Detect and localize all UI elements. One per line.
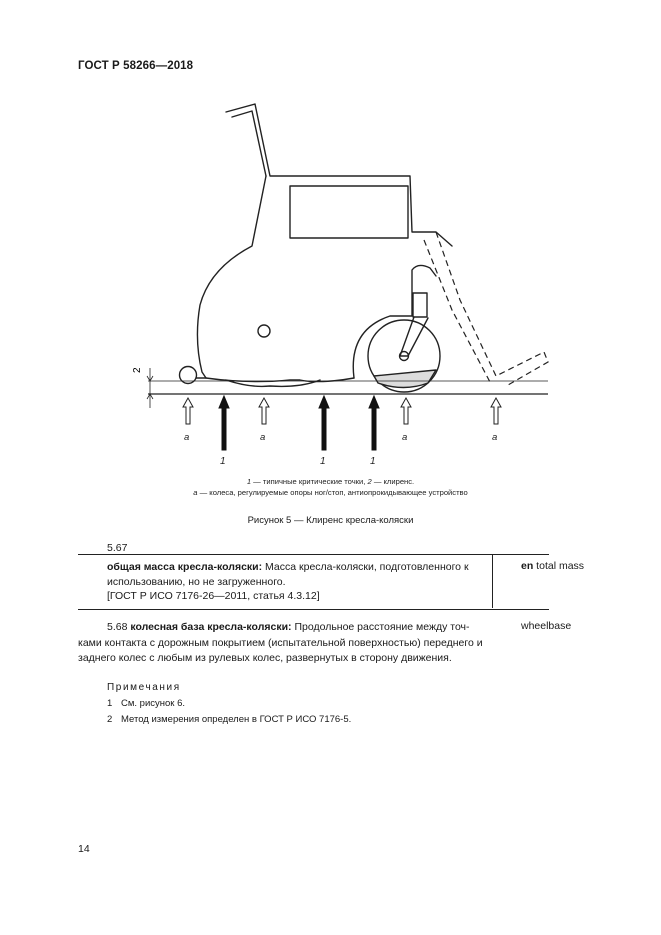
note-1: 1 См. рисунок 6.	[107, 698, 186, 709]
armrest-panel	[290, 186, 408, 238]
term-567-column-divider	[492, 554, 493, 608]
arrow-label-1-2: 1	[320, 456, 326, 467]
term-567-number: 5.67	[107, 542, 128, 554]
dimension-label: 2	[132, 367, 143, 373]
legrest-dashed-inner	[424, 240, 490, 382]
document-header: ГОСТ Р 58266—2018	[78, 60, 194, 72]
hollow-arrow-1	[183, 398, 193, 424]
term-567-english: en total mass	[521, 560, 585, 572]
legrest-dashed	[436, 232, 548, 385]
chair-body	[197, 176, 266, 378]
hollow-arrow-3	[401, 398, 411, 424]
arrow-label-1-1: 1	[220, 456, 226, 467]
term-568-first-line: 5.68 колесная база кресла-коляски: Продольное расстояние между точ-	[107, 621, 470, 633]
arrow-label-a-1: a	[184, 432, 190, 443]
term-567-definition: общая масса кресла-коляски: Масса кресла-коляски, подготовленного к использованию, но не загруженного.	[107, 561, 469, 588]
front-plate	[374, 370, 436, 388]
figure-legend-line-2: a — колеса, регулируемые опоры ног/стоп, антиопрокидывающее устройство	[193, 488, 468, 497]
term-567-source: [ГОСТ Р ИСО 7176-26—2011, статья 4.3.12]	[107, 590, 320, 602]
note-2: 2 Метод измерения определен в ГОСТ Р ИСО 7176-5.	[107, 714, 352, 725]
hollow-arrow-4	[491, 398, 501, 424]
solid-arrow-3	[369, 396, 379, 450]
hollow-arrow-2	[259, 398, 269, 424]
solid-arrow-1	[219, 396, 229, 450]
axle-marker	[258, 325, 270, 337]
term-568-definition: ками контакта с дорожным покрытием (испытательной поверхностью) переднего и заднего колес с любым из рулевых колес, развернутых в сторону движения.	[78, 636, 483, 664]
figure-caption: Рисунок 5 — Клиренс кресла-коляски	[247, 515, 414, 526]
caster-stem	[413, 293, 427, 317]
arrow-label-a-2: a	[260, 432, 266, 443]
arrow-label-a-3: a	[402, 432, 408, 443]
arrow-label-a-4: a	[492, 432, 498, 443]
page-number: 14	[78, 843, 90, 855]
backrest-frame	[226, 104, 452, 246]
notes-title: Примечания	[107, 682, 181, 693]
caster-fork	[400, 317, 428, 356]
arrow-label-1-3: 1	[370, 456, 376, 467]
solid-arrow-2	[319, 396, 329, 450]
term-568-english: wheelbase	[521, 620, 572, 632]
figure-legend-line-1: 1 — типичные критические точки, 2 — клиренс.	[246, 477, 415, 486]
backrest-frame-inner	[232, 111, 266, 176]
